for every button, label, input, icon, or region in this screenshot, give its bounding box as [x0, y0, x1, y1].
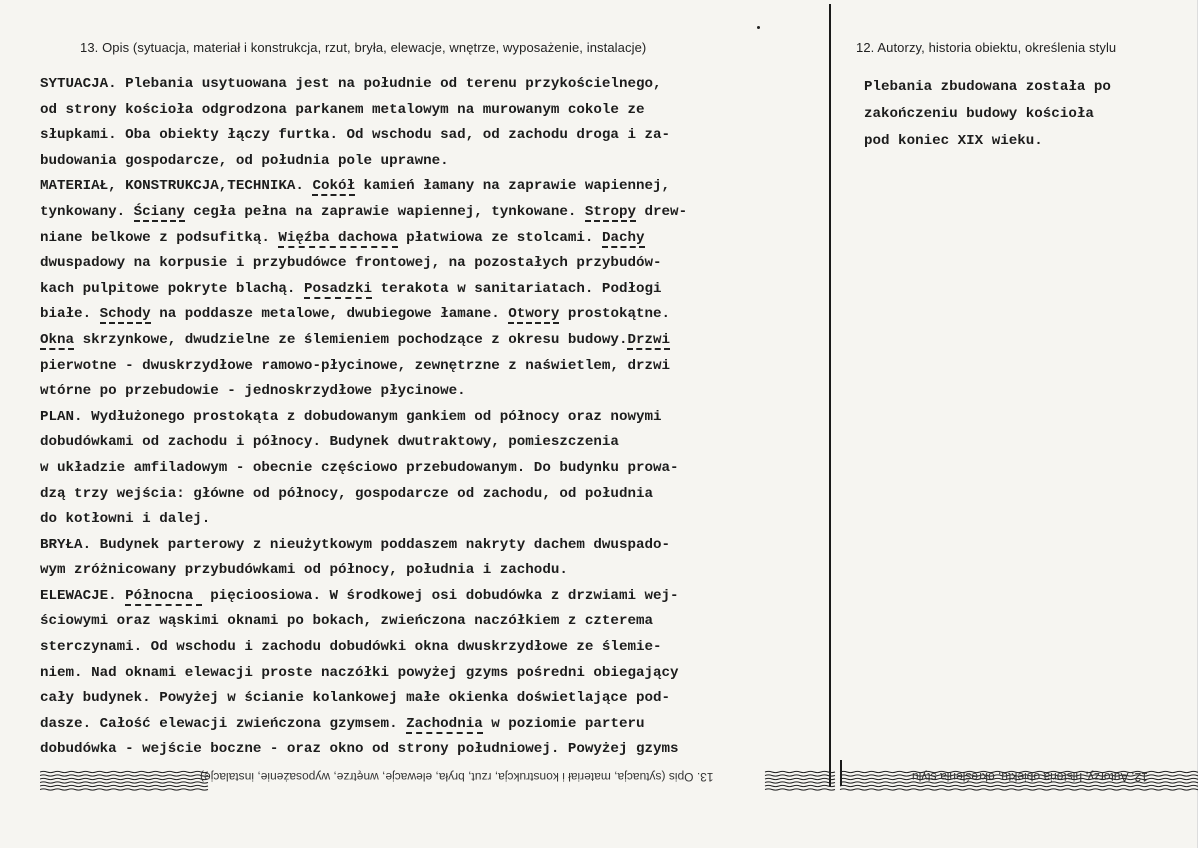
history-line: Plebania zbudowana została po — [864, 79, 1111, 95]
text-segment: pierwotne - dwuskrzydłowe ramowo-płycinowe, zewnętrzne z naświetlem, drzwi — [40, 357, 671, 374]
mirrored-description-header: 13. Opis (sytuacja, materiał i konstrukcja, rzut, bryła, elewacje, wnętrze, wyposażenie, instalacje) — [200, 770, 714, 784]
text-segment: płatwiowa ze stolcami. — [397, 229, 602, 246]
text-segment: PLAN. Wydłużonego prostokąta z dobudowanym gankiem od północy oraz nowymi — [40, 408, 662, 425]
text-segment: niane belkowe z podsufitką. — [40, 229, 279, 246]
underlined-keyword: Okna — [40, 331, 75, 348]
description-line — [40, 328, 830, 354]
underlined-keyword: Posadzki — [303, 280, 373, 297]
description-text — [40, 72, 830, 763]
text-segment: sterczynami. Od wschodu i zachodu dobudówki okna dwuskrzydłowe ze ślemie- — [40, 639, 662, 656]
description-line — [40, 558, 830, 584]
description-line — [40, 277, 830, 303]
description-line — [40, 379, 830, 405]
text-segment: dobudówka - wejście boczne - oraz okno od strony południowej. Powyżej gzyms — [40, 741, 679, 758]
history-line: zakończeniu budowy kościoła — [864, 106, 1094, 122]
underlined-keyword: Dachy — [601, 229, 645, 246]
mirrored-history-header: 12. Autorzy, historia obiektu, określenia stylu — [912, 770, 1148, 784]
description-line — [40, 123, 830, 149]
description-line — [40, 482, 830, 508]
underlined-keyword: Więźba dachowa — [278, 229, 398, 246]
wavy-line — [765, 789, 835, 790]
underlined-keyword: Cokół — [312, 178, 356, 195]
underlined-keyword: Zachodnia — [406, 715, 483, 732]
description-line — [40, 405, 830, 431]
text-segment: cały budynek. Powyżej w ścianie kolankowej małe okienka doświetlające pod- — [40, 690, 671, 707]
underlined-keyword: Ściany — [133, 203, 185, 220]
text-segment: dzą trzy wejścia: główne od północy, gospodarcze od zachodu, od południa — [40, 485, 653, 502]
text-segment: dobudówkami od zachodu i północy. Budynek dwutraktowy, pomieszczenia — [40, 434, 619, 451]
text-segment: w poziomie parteru — [482, 715, 645, 732]
description-line — [40, 507, 830, 533]
description-line — [40, 609, 830, 635]
wavy-line — [765, 778, 835, 779]
description-line — [40, 661, 830, 687]
history-section-header: 12. Autorzy, historia obiektu, określenia stylu — [856, 40, 1117, 55]
description-line — [40, 533, 830, 559]
text-segment: do kotłowni i dalej. — [40, 511, 211, 528]
description-line — [40, 635, 830, 661]
wavy-line — [40, 785, 208, 786]
text-segment: dasze. Całość elewacji zwieńczona gzymsem. — [40, 715, 407, 732]
text-segment: MATERIAŁ, KONSTRUKCJA,TECHNIKA. — [40, 178, 313, 195]
description-line — [40, 712, 830, 738]
text-segment: BRYŁA. Budynek parterowy z nieużytkowym poddaszem nakryty dachem dwuspado- — [40, 536, 671, 553]
text-segment: ściowymi oraz wąskimi oknami po bokach, zwieńczona naczółkiem z czterema — [40, 613, 653, 630]
description-line — [40, 200, 830, 226]
description-line — [40, 174, 830, 200]
underlined-keyword: Północna — [125, 587, 202, 604]
text-segment: drew- — [636, 203, 688, 220]
description-line — [40, 354, 830, 380]
text-segment: na poddasze metalowe, dwubiegowe łamane. — [150, 306, 509, 323]
text-segment: wtórne po przebudowie - jednoskrzydłowe płycinowe. — [40, 383, 466, 400]
description-line — [40, 251, 830, 277]
wavy-line — [40, 778, 208, 779]
text-segment: skrzynkowe, dwudzielne ze ślemieniem pochodzące z okresu budowy. — [74, 331, 628, 348]
text-segment: kamień łamany na zaprawie wapiennej, — [355, 178, 671, 195]
wavy-line — [765, 775, 835, 776]
wavy-line — [40, 775, 208, 776]
description-line — [40, 226, 830, 252]
text-segment: kach pulpitowe pokryte blachą. — [40, 280, 304, 297]
text-segment: cegła pełna na zaprawie wapiennej, tynkowane. — [184, 203, 585, 220]
description-line — [40, 98, 830, 124]
history-line: pod koniec XIX wieku. — [864, 133, 1043, 149]
underlined-keyword: Stropy — [584, 203, 636, 220]
description-line — [40, 584, 830, 610]
text-segment: w układzie amfiladowym - obecnie częściowo przebudowanym. Do budynku prowa- — [40, 459, 679, 476]
wavy-line — [765, 782, 835, 783]
description-section-header: 13. Opis (sytuacja, materiał i konstrukcja, rzut, bryła, elewacje, wnętrze, wyposażenie, instalacje) — [80, 40, 647, 55]
text-segment: białe. — [40, 306, 100, 323]
text-segment: ELEWACJE. — [40, 587, 126, 604]
wavy-line — [40, 782, 208, 783]
wavy-line — [765, 785, 835, 786]
text-segment: pięcioosiowa. W środkowej osi dobudówka z drzwiami wej- — [201, 587, 679, 604]
history-text — [864, 74, 1184, 155]
wavy-line — [840, 785, 1198, 786]
description-line — [40, 430, 830, 456]
text-segment: od strony kościoła odgrodzona parkanem metalowym na murowanym cokole ze — [40, 101, 645, 118]
wavy-line — [40, 789, 208, 790]
description-line — [40, 737, 830, 763]
text-segment: budowania gospodarcze, od południa pole uprawne. — [40, 152, 449, 169]
description-line — [40, 456, 830, 482]
text-segment: słupkami. Oba obiekty łączy furtka. Od wschodu sad, od zachodu droga i za- — [40, 127, 671, 144]
description-line — [40, 72, 830, 98]
description-line — [40, 149, 830, 175]
underlined-keyword: Schody — [99, 306, 151, 323]
description-line — [40, 302, 830, 328]
text-segment: tynkowany. — [40, 203, 134, 220]
wavy-line — [765, 771, 835, 772]
underlined-keyword: Otwory — [508, 306, 560, 323]
wavy-line — [40, 771, 208, 772]
text-segment: dwuspadowy na korpusie i przybudówce frontowej, na pozostałych przybudów- — [40, 255, 662, 272]
text-segment: wym zróżnicowany przybudówkami od północy, południa i zachodu. — [40, 562, 568, 579]
text-segment: niem. Nad oknami elewacji proste naczółki powyżej gzyms pośredni obiegający — [40, 664, 679, 681]
text-segment: SYTUACJA. Plebania usytuowana jest na południe od terenu przykościelnego, — [40, 76, 662, 92]
wavy-line — [840, 789, 1198, 790]
description-line — [40, 686, 830, 712]
ink-dot — [757, 26, 760, 29]
underlined-keyword: Drzwi — [627, 331, 671, 348]
text-segment: terakota w sanitariatach. Podłogi — [372, 280, 662, 297]
text-segment: prostokątne. — [559, 306, 671, 323]
